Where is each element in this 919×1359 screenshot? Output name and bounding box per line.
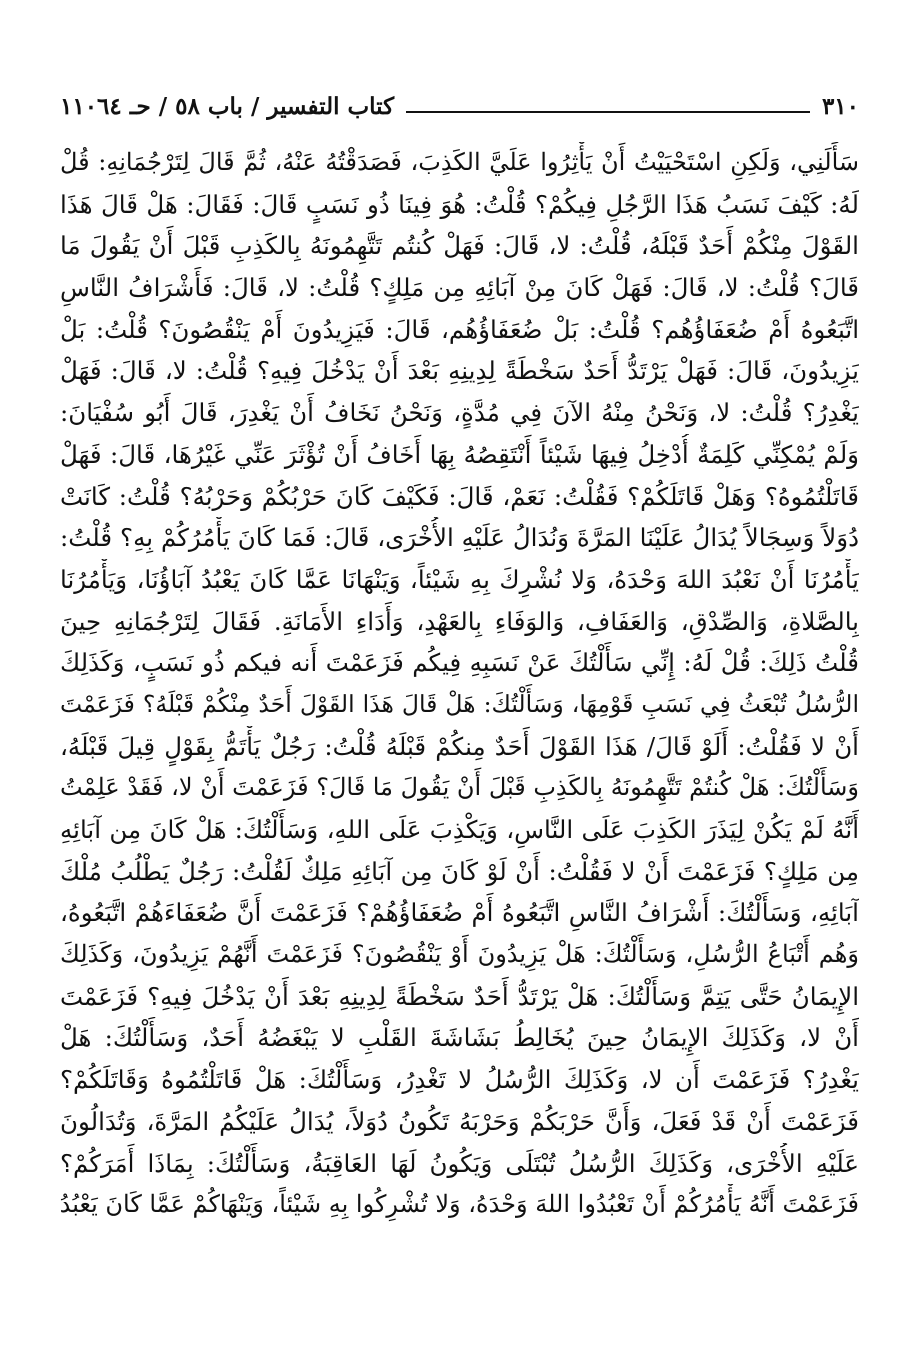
header-rule bbox=[406, 111, 810, 113]
text-line: الرُّسُلُ تُبْعَثُ فِي نَسَبِ قَوْمِهَا، وَسَأَلْتُكَ: هَلْ قَالَ هَذَا القَوْلَ أَحَدٌ مِنْكُمْ قَبْلَهُ؟ فَزَعَمْتَ bbox=[60, 689, 859, 718]
text-line: يَغْدِرُ؟ فَزَعَمْتَ أَن لا، وَكَذَلِكَ الرُّسُلُ لا تَغْدِرُ، وَسَأَلْتُكَ: هَلْ قَاتَلْتُمُوهُ وَقَاتَلَكُمْ؟ bbox=[60, 1065, 859, 1095]
text-line: بِالصَّلاةِ، وَالصِّدْقِ، وَالعَفَافِ، وَالوَفَاءِ بِالعَهْدِ، وَأَدَاءِ الأَمَانَةِ. فَقَالَ لِتَرْجُمَانِهِ حِينَ bbox=[60, 606, 859, 636]
text-line: أَنَّهُ لَمْ يَكُنْ لِيَذَرَ الكَذِبَ عَلَى النَّاسِ، وَيَكْذِبَ عَلَى اللهِ، وَسَأَلْتُكَ: هَلْ كَانَ مِن آبَائِهِ bbox=[60, 815, 859, 844]
text-line: أَنْ لا، وَكَذَلِكَ الإِيمَانُ حِينَ يُخَالِطُ بَشَاشَةَ القَلْبِ لا يَبْغَضُهُ أَحَدٌ، وَسَأَلْتُكَ: هَلْ bbox=[60, 1023, 859, 1053]
text-line: وَلَمْ يُمْكِنِّي كَلِمَةٌ أُدْخِلُ فِيهَا شَيْئاً أَنْتَقِصُهُ بِهَا أَخَافُ أَنْ تُؤْثَرَ عَنِّي غَيْرُهَا، قَالَ: فَهَلْ bbox=[60, 439, 859, 469]
text-line: فَزَعَمْتَ أَنْ قَدْ فَعَلَ، وَأَنَّ حَرْبَكُمْ وَحَرْبَهُ تَكُونُ دُوَلاً، يُدَالُ عَلَيْكُمُ المَرَّةَ، وَتُدَالُونَ bbox=[60, 1106, 859, 1136]
text-line: يَأْمُرُنَا أَنْ نَعْبُدَ اللهَ وَحْدَهُ، وَلا نُشْرِكَ بِهِ شَيْئاً، وَيَنْهَانَا عَمَّا كَانَ يَعْبُدُ آبَاؤُنَا، وَيَأْمُرُنَا bbox=[60, 564, 859, 594]
page-number: ٣١٠ bbox=[821, 93, 859, 120]
text-line: آبَائِهِ، وَسَأَلْتُكَ: أَشْرَافُ النَّاسِ اتَّبَعُوهُ أَمْ ضُعَفَاؤُهُمْ؟ فَزَعَمْتَ أَنَّ ضُعَفَاءَهُمْ اتَّبَعُوهُ، bbox=[60, 898, 859, 928]
book-chapter-title: كتاب التفسير / باب ٥٨ / حـ ١١٠٦٤ bbox=[60, 93, 395, 120]
text-line: مِن مَلِكٍ؟ فَزَعَمْتَ أَنْ لا فَقُلْتُ: أَنْ لَوْ كَانَ مِن آبَائِهِ مَلِكٌ لَقُلْتُ: رَجُلٌ يَطْلُبُ مُلْكَ bbox=[60, 856, 859, 886]
text-line: وَسَأَلْتُكَ: هَلْ كُنتُمْ تَتَّهِمُونَهُ بِالكَذِبِ قَبْلَ أَنْ يَقُولَ مَا قَالَ؟ فَزَعَمْتَ أَنْ لا، فَقَدْ عَلِمْتُ bbox=[60, 773, 859, 802]
text-line: فَزَعَمْتَ أَنَّهُ يَأْمُرُكُمْ أَنْ تَعْبُدُوا اللهَ وَحْدَهُ، وَلا تُشْرِكُوا بِهِ شَيْئاً، وَيَنْهَاكُمْ عَمَّا كَانَ يَعْبُدُ bbox=[60, 1190, 859, 1219]
text-line: عَلَيْهِ الأُخْرَى، وَكَذَلِكَ الرُّسُلُ تُبْتَلَى وَيَكُونُ لَهَا العَاقِبَةُ، وَسَأَلْتُكَ: بِمَاذَا أَمَرَكُمْ؟ bbox=[60, 1148, 859, 1178]
text-line: وَهُم أَتْبَاعُ الرُّسُلِ، وَسَأَلْتُكَ: هَلْ يَزِيدُونَ أَوْ يَنْقُصُونَ؟ فَزَعَمْتَ أَنَّهُمْ يَزِيدُونَ، وَكَذَلِكَ bbox=[60, 940, 859, 969]
text-line: سَأَلَنِي، وَلَكِنِ اسْتَحْيَيْتُ أَنْ يَأْثِرُوا عَلَيَّ الكَذِبَ، فَصَدَقْتُهُ عَنْهُ، ثُمَّ قَالَ لِتَرْجُمَانِهِ: قُلْ bbox=[60, 148, 859, 176]
text-line: قَالَ؟ قُلْتُ: لا، قَالَ: فَهَلْ كَانَ مِنْ آبَائِهِ مِن مَلِكٍ؟ قُلْتُ: لا، قَالَ: فَأَشْرَافُ النَّاسِ bbox=[60, 273, 859, 303]
text-line: اتَّبَعُوهُ أَمْ ضُعَفَاؤُهُم؟ قُلْتُ: بَلْ ضُعَفَاؤُهُم، قَالَ: فَيَزِيدُونَ أَمْ يَنْقُصُونَ؟ قُلْتُ: بَلْ bbox=[60, 314, 859, 344]
text-line: قَاتَلْتُمُوهُ؟ وَهَلْ قَاتَلَكُمْ؟ فَقُلْتُ: نَعَمْ، قَالَ: فَكَيْفَ كَانَ حَرْبُكُمْ وَحَرْبُهُ؟ قُلْتُ: كَانَتْ bbox=[60, 481, 859, 511]
text-line: يَغْدِرُ؟ قُلْتُ: لا، وَنَحْنُ مِنْهُ الآنَ فِي مُدَّةٍ، وَنَحْنُ نَخَافُ أَنْ يَغْدِرَ، قَالَ أَبُو سُفْيَانَ: bbox=[60, 398, 859, 428]
text-line: الإِيمَانُ حَتَّى يَتِمَّ وَسَأَلْتُكَ: هَلْ يَرْتَدُّ أَحَدٌ سَخْطَةً لِدِينِهِ بَعْدَ أَنْ يَدْخُلَ فِيهِ؟ فَزَعَمْتَ bbox=[60, 981, 859, 1011]
running-header bbox=[60, 80, 859, 120]
text-line: يَزِيدُونَ، قَالَ: فَهَلْ يَرْتَدُّ أَحَدٌ سَخْطَةً لِدِينِهِ بَعْدَ أَنْ يَدْخُلَ فِيهِ؟ قُلْتُ: لا، قَالَ: فَهَلْ bbox=[60, 356, 859, 386]
text-line: لَهُ: كَيْفَ نَسَبُ هَذَا الرَّجُلِ فِيكُمْ؟ قُلْتُ: هُوَ فِينَا ذُو نَسَبٍ قَالَ: فَقَالَ: هَلْ قَالَ هَذَا bbox=[60, 189, 859, 219]
text-line: أَنْ لا فَقُلْتُ: أَلَوْ قَالَ/ هَذَا القَوْلَ أَحَدٌ مِنكُمْ قَبْلَهُ قُلْتُ: رَجُلٌ يَأْتَمُّ بِقَوْلٍ قِيلَ قَبْلَهُ، bbox=[60, 731, 859, 761]
text-line: دُوَلاً وَسِجَالاً يُدَالُ عَلَيْنَا المَرَّةَ وَنُدَالُ عَلَيْهِ الأُخْرَى، قَالَ: فَمَا كَانَ يَأْمُرُكُمْ بِهِ؟ قُلْتُ: bbox=[60, 523, 859, 553]
body-text bbox=[60, 142, 859, 1226]
text-line: القَوْلَ مِنْكُمْ أَحَدٌ قَبْلَهُ، قُلْتُ: لا، قَالَ: فَهَلْ كُنتُم تَتَّهِمُونَهُ بِالكَذِبِ قَبْلَ أَنْ يَقُولَ مَا bbox=[60, 231, 859, 261]
text-line: قُلْتُ ذَلِكَ: قُلْ لَهُ: إِنِّي سَأَلْتُكَ عَنْ نَسَبِهِ فِيكُم فَزَعَمْتَ أَنه فيكم ذُو نَسَبٍ، وَكَذَلِكَ bbox=[60, 648, 859, 678]
